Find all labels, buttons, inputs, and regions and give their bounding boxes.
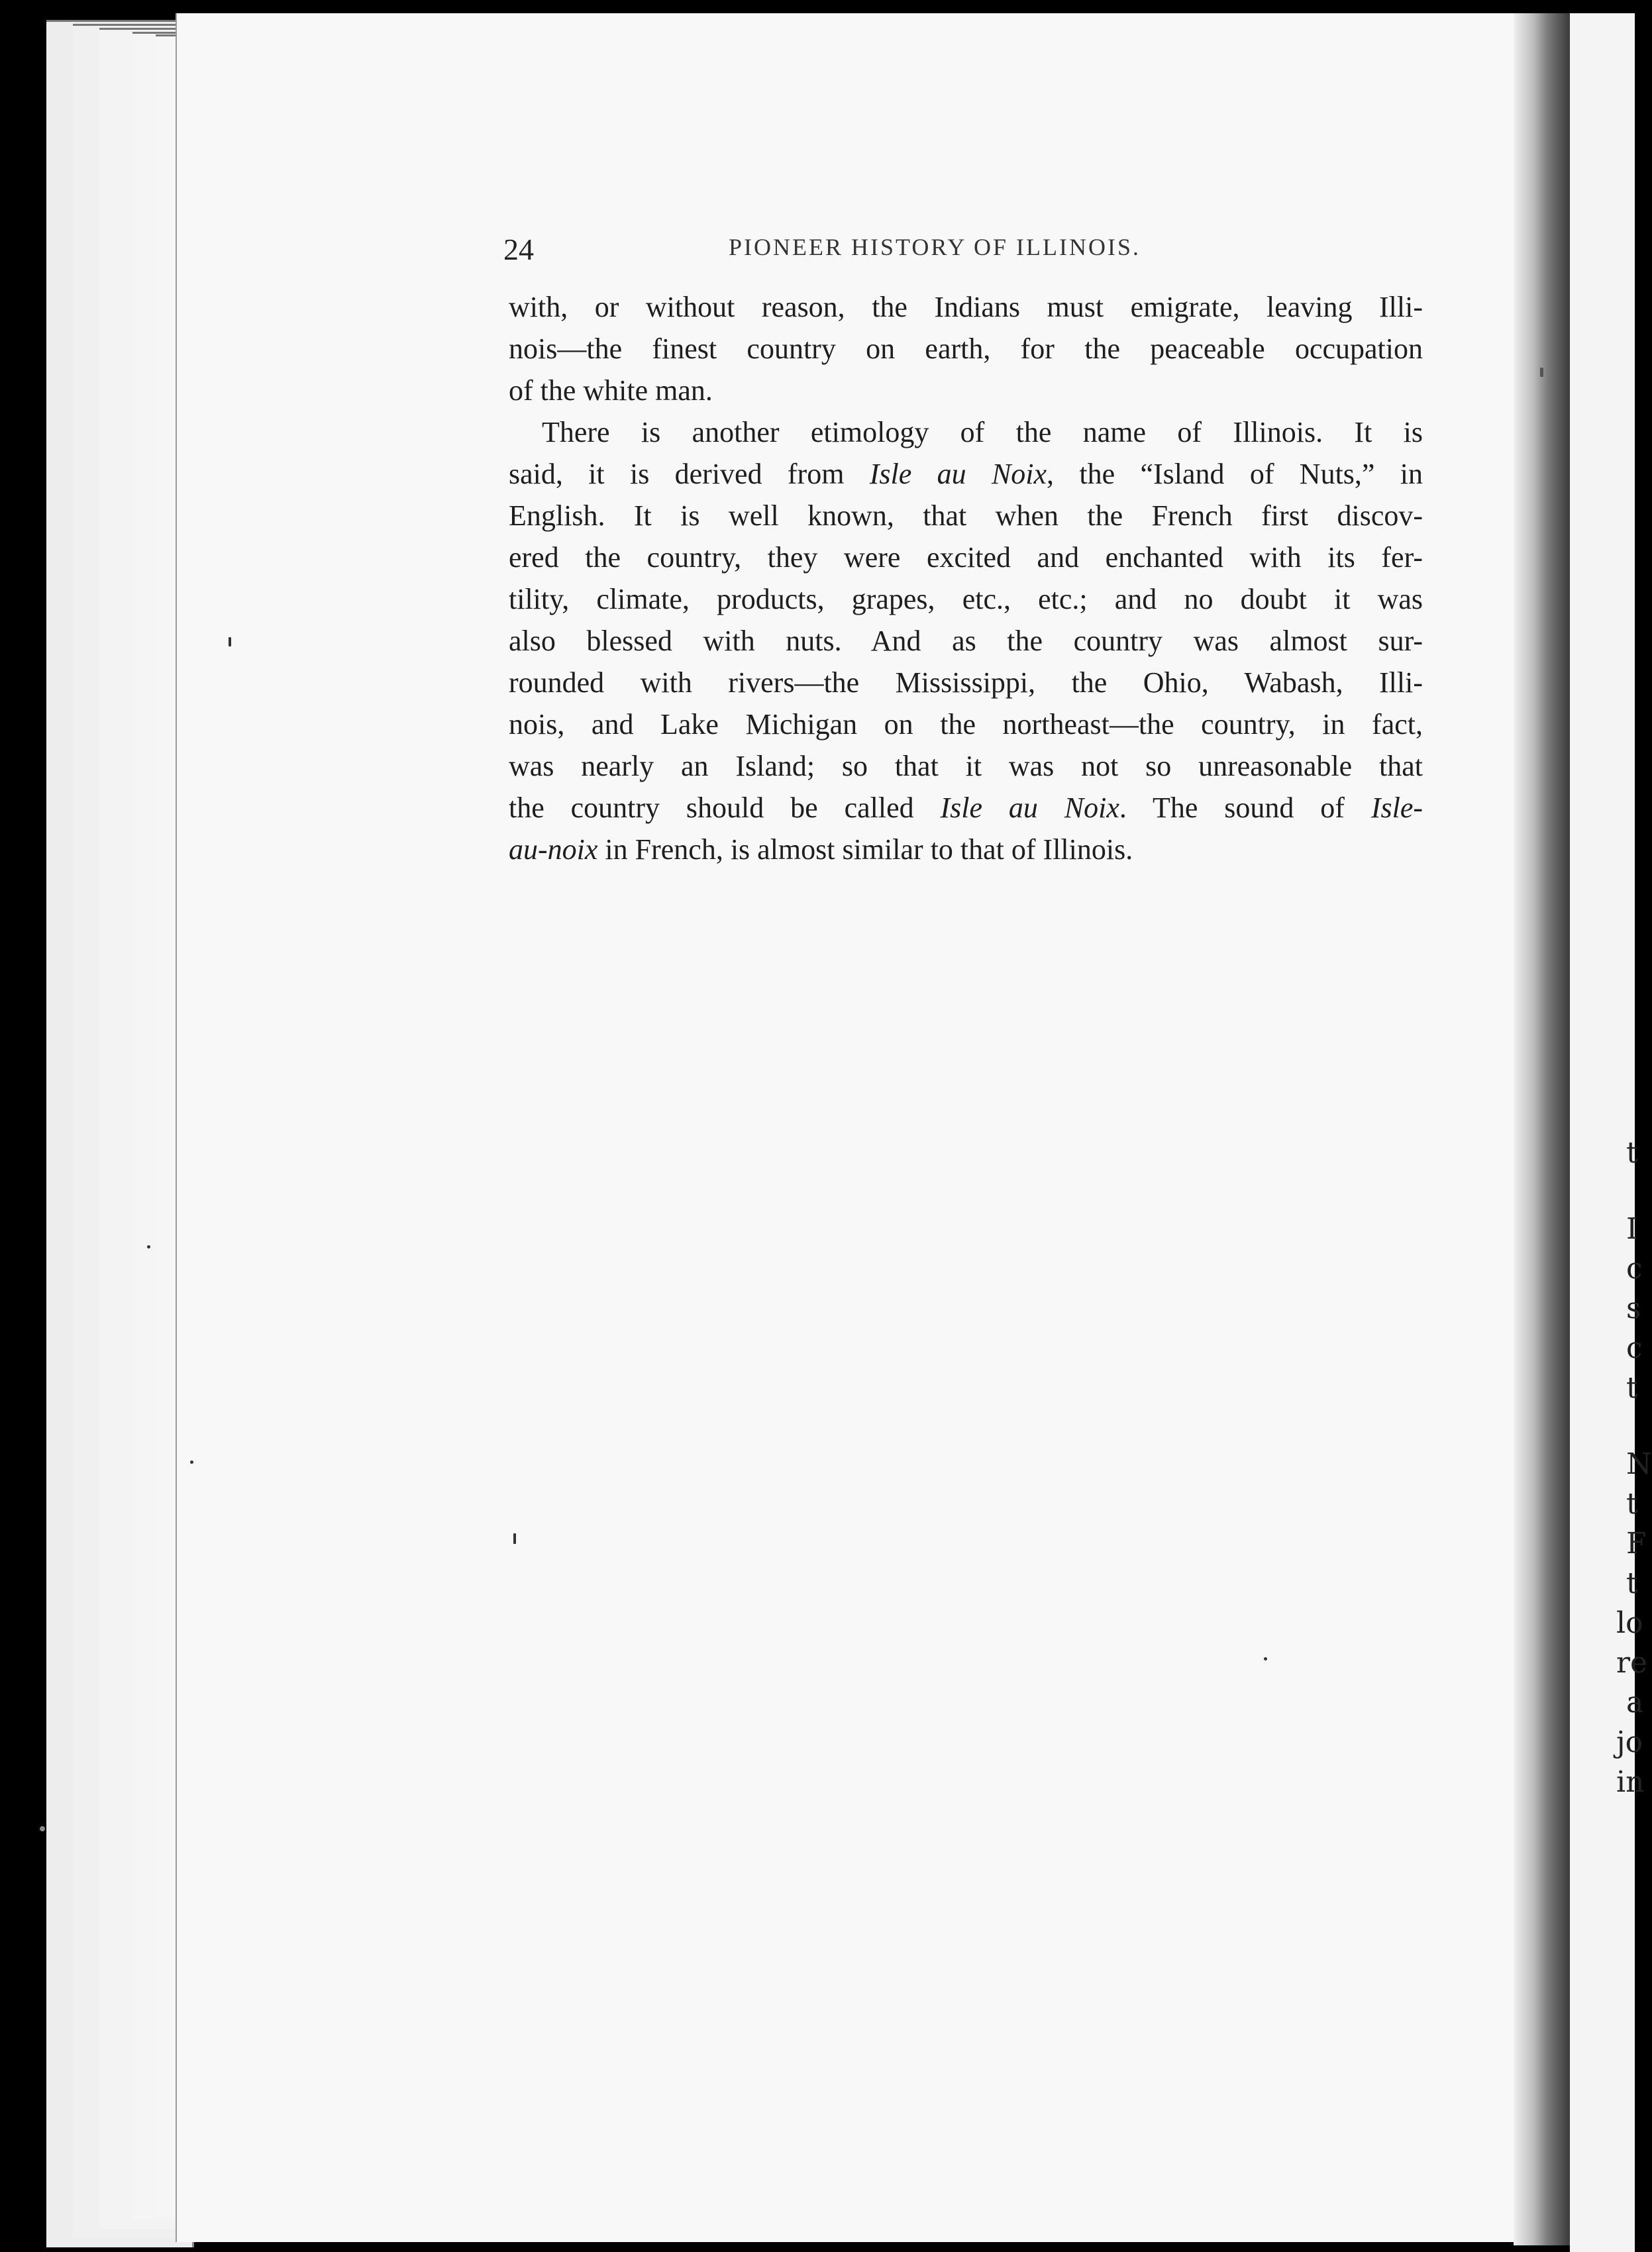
facing-letter: re — [1616, 1646, 1648, 1680]
text-run: in French, is almost similar to that of Illinois. — [597, 833, 1133, 866]
speck — [40, 1826, 45, 1831]
speck — [190, 1460, 193, 1464]
facing-letter: c — [1626, 1331, 1643, 1365]
italic-phrase: Isle au Noix — [940, 792, 1119, 824]
facing-letter: N — [1626, 1447, 1652, 1481]
paragraph — [509, 286, 1423, 411]
text-line: English. It is well known, that when the French first discov- — [509, 499, 1423, 532]
text-line: There is another etimology of the name of Illinois. It is — [542, 416, 1423, 448]
italic-phrase: au-noix — [509, 833, 598, 866]
facing-letter: s — [1626, 1292, 1641, 1325]
facing-letter: a — [1626, 1686, 1644, 1719]
facing-letter: F — [1626, 1527, 1647, 1561]
text-line — [509, 453, 1423, 495]
running-head: PIONEER HISTORY OF ILLINOIS. — [729, 234, 1141, 260]
facing-letter: c — [1626, 1252, 1643, 1286]
text-line: with, or without reason, the Indians must emigrate, leaving Illi- — [509, 291, 1423, 323]
text-line: also blessed with nuts. And as the country was almost sur- — [509, 625, 1423, 657]
text-run: the country should be called — [509, 792, 941, 824]
text-line: nois, and Lake Michigan on the northeast—the country, in fact, — [509, 708, 1423, 741]
text-line: of the white man. — [509, 374, 713, 407]
facing-letter: t — [1626, 1566, 1638, 1600]
page-number: 24 — [503, 232, 534, 266]
facing-letter: in — [1616, 1765, 1645, 1799]
speck — [147, 1245, 150, 1249]
text-line: ered the country, they were excited and enchanted with its fer- — [509, 541, 1423, 574]
body-text — [509, 286, 1423, 870]
text-run: said, it is derived from — [509, 458, 870, 490]
facing-letter: t — [1626, 1487, 1638, 1521]
text-run: . The sound of — [1119, 792, 1371, 824]
facing-letter: lo — [1616, 1606, 1643, 1640]
text-line: rounded with rivers—the Mississippi, the Ohio, Wabash, Illi- — [509, 666, 1423, 699]
paragraph — [509, 411, 1423, 870]
text-line: nois—the finest country on earth, for the peaceable occupation — [509, 333, 1423, 365]
text-line: tility, climate, products, grapes, etc., etc.; and no doubt it was — [509, 583, 1423, 615]
italic-phrase: Isle- — [1370, 792, 1423, 824]
text-line — [509, 829, 1423, 870]
text-run: , the “Island of Nuts,” in — [1047, 458, 1423, 490]
binding-gutter — [1514, 13, 1570, 2245]
facing-letter: t — [1626, 1371, 1638, 1405]
italic-phrase: Isle au Noix — [869, 458, 1047, 490]
text-line — [509, 787, 1423, 829]
facing-letter: I — [1626, 1212, 1638, 1246]
text-line: was nearly an Island; so that it was not so unreasonable that — [509, 750, 1423, 782]
speck — [229, 637, 231, 646]
facing-page — [1570, 13, 1638, 2252]
facing-letter: jo — [1616, 1725, 1643, 1759]
speck — [1540, 368, 1543, 377]
speck — [513, 1533, 516, 1544]
speck — [1264, 1657, 1267, 1661]
facing-letter: t — [1626, 1136, 1638, 1170]
